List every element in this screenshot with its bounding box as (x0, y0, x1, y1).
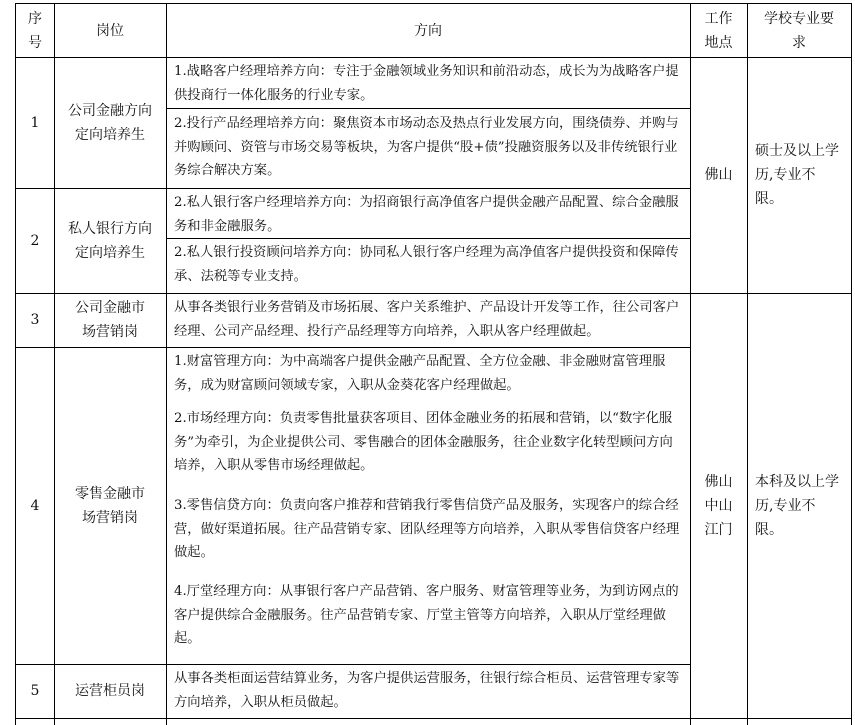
direction-cell: 从事各类柜面运营结算业务，为客户提供运营服务，往银行综合柜员、运营管理专家等方向培养，入职从柜员做起。 (174, 671, 680, 710)
direction-cell: 2.投行产品经理培养方向：聚焦资本市场动态及热点行业发展方向，围绕债券、并购与并购顾问、资管与市场交易等板块，为客户提供“股+债”投融资服务以及非传统银行业务综合解决方案。 (174, 116, 679, 178)
rule (166, 108, 690, 109)
row-position: 零售金融市场营销岗 (75, 485, 145, 526)
rule (15, 664, 690, 665)
row-position: 公司金融方向定向培养生 (68, 102, 152, 143)
requirement-cell: 本科及以上学历,专业不限。 (755, 473, 839, 538)
header-position: 岗位 (96, 22, 124, 39)
rule (690, 3, 691, 725)
row-index: 3 (30, 312, 40, 328)
direction-cell: 2.私人银行客户经理培养方向：为招商银行高净值客户提供金融产品配置、综合金融服务和非金融服务。 (174, 195, 679, 234)
rule (851, 3, 852, 725)
rule (15, 293, 852, 294)
rule (15, 718, 852, 719)
rule (15, 3, 852, 4)
direction-cell: 1.财富管理方向：为中高端客户提供金融产品配置、全方位金融、非金融财富管理服务，成为财富顾问领域专家，入职从金葵花客户经理做起。 (174, 354, 666, 393)
header-index: 序号 (28, 10, 42, 51)
direction-cell: 2.市场经理方向：负责零售批量获客项目、团体金融业务的拓展和营销，以“数字化服务”为牵引，为企业提供公司、零售融合的团体金融服务，往企业数字化转型顾问方向培养，入职从零售市场经理做起。 (174, 411, 673, 473)
direction-cell: 从事各类银行业务营销及市场拓展、客户关系维护、产品设计开发等工作，往公司客户经理、公司产品经理、投行产品经理等方向培养，入职从客户经理做起。 (174, 300, 680, 339)
row-index: 1 (30, 114, 40, 131)
requirement-cell: 硕士及以上学历,专业不限。 (755, 143, 839, 207)
row-position: 私人银行方向定向培养生 (68, 220, 152, 261)
row-index: 2 (30, 232, 40, 249)
header-requirement: 学校专业要求 (764, 10, 834, 51)
rule (15, 57, 852, 58)
rule (166, 238, 690, 239)
rule (747, 3, 748, 725)
direction-cell: 3.零售信贷方向：负责向客户推荐和营销我行零售信贷产品及服务，实现客户的综合经营，做好渠道拓展。往产品营销专家、团队经理等方向培养，入职从零售信贷客户经理做起。 (174, 498, 680, 560)
rule (15, 188, 690, 189)
row-position: 公司金融市场营销岗 (75, 300, 145, 340)
rule (15, 347, 690, 348)
rule (54, 3, 55, 725)
row-index: 5 (30, 683, 40, 699)
direction-cell: 1.战略客户经理培养方向：专注于金融领域业务知识和前沿动态，成长为为战略客户提供投商行一体化服务的行业专家。 (174, 64, 679, 103)
location-cell: 佛山 (704, 167, 733, 183)
direction-cell: 4.厅堂经理方向：从事银行客户产品营销、客户服务、财富管理等业务，为到访网点的客户提供综合金融服务。往产品营销专家、厅堂主管等方向培养，入职从厅堂经理做起。 (174, 584, 679, 646)
rule (15, 3, 16, 725)
row-position: 运营柜员岗 (75, 683, 145, 699)
rule (166, 3, 167, 725)
direction-cell: 2.私人银行投资顾问培养方向：协同私人银行客户经理为高净值客户提供投资和保障传承、法税等专业支持。 (174, 245, 679, 284)
location-cell: 佛山 中山 江门 (704, 473, 733, 538)
row-index: 4 (30, 497, 40, 514)
header-location: 工作地点 (704, 10, 733, 51)
header-direction: 方向 (414, 22, 442, 39)
